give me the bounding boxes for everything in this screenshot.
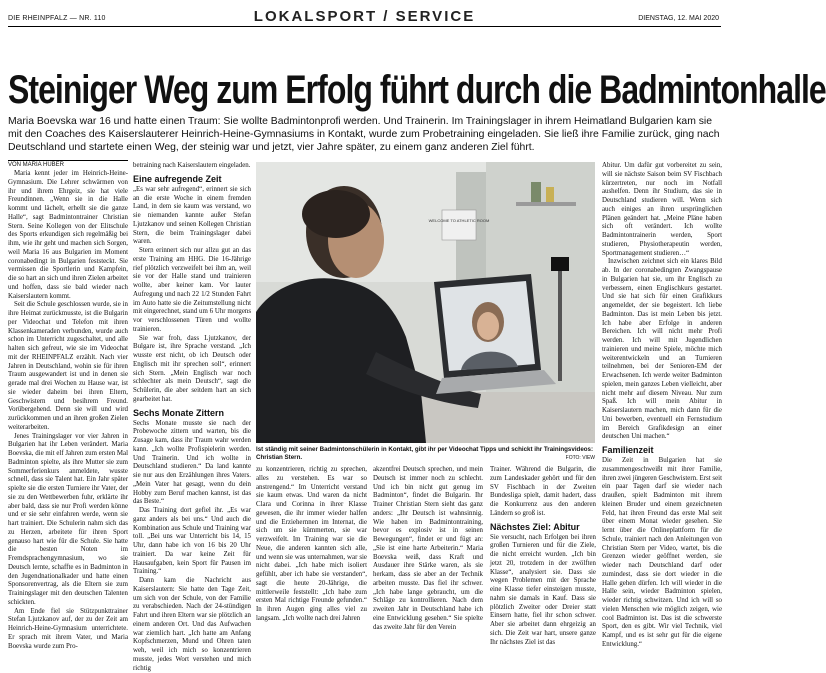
text-column-1	[8, 170, 128, 650]
paragraph: Am Ende fiel sie Stützpunkttrainer Stefan Ljutzkanov auf, der zu der Zeit am Heinrich-Heine-Gymnasium unterrichtete. Er sprach mit ihrem Vater, und Maria Boevska wurde zum Pro-	[8, 607, 128, 650]
paragraph: Das Training dort gefiel ihr. „Es war ganz anders als bei uns.“ Und auch die Kombination aus Schule und Training war toll. „Bei uns war Unterricht bis 14, 15 Uhr, dann habe ich von 16 bis 20 Uhr trainiert. Da war keine Zeit für Hausaufgaben, kein Sport für Pausen im Training.“	[133, 507, 251, 576]
subheading: Familienzeit	[602, 445, 654, 455]
subheading: Eine aufregende Zeit	[133, 173, 222, 184]
lead-paragraph: Maria Boevska war 16 und hatte einen Traum: Sie wollte Badmintonprofi werden. Und Trainerin. Im Trainingslager in ihrem Heimatland Bulgarien kam sie mit den Coaches des Kaiserslauterer Heinrich-Heine-Gymnasiums in Kontakt, wurde zum Probetraining eingeladen. Sie ließ ihre Familie zurück, ging nach Deutschland und startete einen Weg, der steinig war und jetzt, vier Jahre später, zu einem ganz anderen Ziel führt.	[8, 116, 720, 153]
paragraph: zu konzentrieren, richtig zu sprechen, alles zu verstehen. Es war so anstrengend.“ Im Unterricht verstand sie kaum etwas. Und waren da nicht Clara und Corinna in ihrer Klasse gewesen, die ihr immer wieder halfen und die Erziehernnen im Internat, die sich um sie kümmerten, sie war verzweifelt. Im Training war sie die Neue, die anderen kannten sich alle, und wenn sie was unternahmen, war sie nicht dabei. „Ich habe mich isoliert gefühlt, aber ich habe sie verstanden“, sagt die heute 20-Jährige, die mittlerweile feststellt: „Ich habe zum ersten Mal richtige Freunde gefunden.“ In ihren Augen ging alles viel zu langsam. „Ich wollte nach drei Jahren	[256, 466, 367, 622]
photo-credit: FOTO: VIEW	[565, 455, 595, 461]
header-rule	[8, 26, 721, 27]
paragraph: akzentfrei Deutsch sprechen, und mein Deutsch ist immer noch zu schlecht. Und ich bin nicht gut genug im Badminton“, findet die Bulgarin. Ihr Trainer Christian Stern sieht das ganz anders: „Ihr Deutsch ist wahnsinnig. Wie haben im Badmintontraining, bevor es explosiv ist in seinen Bewegungen“, findet er und fügt an: „Sie ist eine harte Arbeiterin.“ Maria Boevska weiß, dass Kraft und Ausdauer ihre Stärke waren, als sie herkam, dass sie aber an der Technik arbeiten musste. Das fiel ihr schwer. „Ich habe lange gebraucht, um die Schläge zu kontrollieren. Nach dem zweiten Jahr in Deutschland habe ich eine Entwicklung gesehen.“ Sie spielte das zweite Jahr für den Verein	[373, 466, 483, 631]
paragraph: Sie versucht, nach Erfolgen bei ihren großen Turnieren und für die Ziele, die nicht erreicht wurden. „Ich bin jetzt 20, trotzdem in der zwölften Klasse“, analysiert sie. Dass sie wegen Problemen mit der Sprache eine Klasse tiefer einsteigen musste, nahm sie damals in Kauf. Dass sie plötzlich Zweiter oder Dreier statt Einsern hatte, fiel ihr schon schwer. Aber sie arbeitet dann ehrgeizig an sich. Die Zeit war hart, unsere ganze Ihr nächstes Ziel ist das	[490, 533, 596, 646]
paragraph: Maria kennt jeder im Heinrich-Heine-Gymnasium. Die Lehrer schwärmen von ihr und ihrem Ehrgeiz, sie hat viele Freundinnen. „Wenn sie in die Halle kommt und lächelt, erhellt sie die ganze Halle“, sagt Badmintontrainer Christian Stern. Seine Kollegen von der Elitschule des Sports erkundigen sich regelmäßig bei ihm, wie ihr geht und machen sich Sorgen, weil Maria 16 aus Bulgarien im Moment coronabedingt in Bulgarien feststeckt. Sie vermissen die Sportlerin und Kampfein, die so hart an sich und ihren Zielen arbeitet und hoffen, dass sie bald wieder nach Kaiserslautern kommt.	[8, 170, 128, 300]
article-photo	[256, 162, 595, 443]
paragraph: Seit die Schule geschlossen wurde, sie in ihre Heimat zurückmusste, ist die Bulgarin per Videochat und Telefon mit ihren Klassenkameraden verbunden, wurde auch schon im Unterricht zugeschaltet, und alle halten sich gefreut, wie sie im Videochat mit der RHEINPFALZ erzählt. Nach vier Jahren in Deutschland, wohin sie für ihren Traum ausgewandert ist und in denen sie gerade mal drei Wochen zu Hause war, ist sie wieder daheim bei ihren Eltern, Geschwistern und besihrem Freund. Vorübergehend. Denn sie will und wird zurückkommen und an ihren großen Zielen weiterarbeiten.	[8, 301, 128, 431]
byline: VON MARIA HUBER	[8, 160, 128, 168]
subheading: Nächstes Ziel: Abitur	[490, 521, 580, 532]
text-column-2	[133, 162, 251, 672]
text-column-bottom-2	[373, 466, 483, 631]
photo-illustration	[256, 162, 595, 443]
page-header	[0, 0, 729, 30]
paragraph: Stern erinnert sich nur allzu gut an das erste Training am HHG. Die 16-Jährige rief plötzlich verzweifelt bei ihm an, weil sie vor der Halle stand und trainieren wollte, aber keiner kam. Vor lauter Aufregung und nach 22 1/2 Stunden Fahrt im Auto hatte sie die Zeitumstellung nicht mit eingerechnet, stand um 6 Uhr morgens vor verschlossenen Türen und wollte trainieren.	[133, 247, 251, 333]
paragraph: Die Zeit in Bulgarien hat sie zusammengeschweißt mit ihrer Familie, ihren zwei jüngeren Geschwistern. Erst seit ein paar Tagen darf sie wieder nach draußen, spielt Badminton mit ihrem kleinen Bruder und einem gezeichneten Feld, hat ihren Freund das erste Mal seit über einem Monat wieder gesehen. Sie lernt über die Onlineplattform für die Schule, trainiert nach den Anleitungen von Christian Stern per Video, wartet, bis die Grenzen wieder geöffnet werden, sie wieder nach Deutschland darf oder zumindest, dass sie dort wieder in die Halle gehen dürfen. Ich will wieder in die Halle sein, wieder Badminton spielen, wieder richtig schwitzen. Und ich will so vielen Menschen wie möglich zeigen, wie cool Badminton ist. Das ist die schwerste Sport, den es gibt. Wir viel Technik, viel Kampf, und es ist sehr gut für die eigene Entwicklung.“	[602, 457, 722, 648]
paragraph: Sechs Monate musste sie nach der Probewoche zittern und warten, bis die Zusage kam, dass ihr Traum wahr werden kann. „Ich wollte Profispielerin werden. Und Trainerin. Und ich wollte in Deutschland studieren.“ Da land kannte sie nur aus den Erzählungen ihres Vaters. „Mein Vater hat gesagt, wenn du dein Hobby zum Beruf machen kannst, ist das das Beste.“	[133, 419, 251, 506]
paragraph: Sie war froh, dass Ljutzkanov, der Bulgare ist, ihre Sprache verstand. „Ich wusste erst nicht, ob ich Deutsch oder Englisch mit ihr sprechen soll“, erinnert sich Stern. „Mein Englisch war noch schlechter als mein Deutsch“, sagt die Schülerin, die aber seitdem hart an sich gearbeitet hat.	[133, 334, 251, 403]
issue-date: DIENSTAG, 12. MAI 2020	[638, 15, 719, 22]
caption-text: Ist ständig mit seiner Badmintonschülerin in Kontakt, gibt ihr per Videochat Tipps und schickt ihr Trainingsvideos: Christian Stern.	[256, 446, 594, 461]
text-column-4	[602, 162, 722, 648]
paragraph: „Es war sehr aufregend“, erinnert sie sich an die erste Woche in einem fremden Land, in dem sie kaum was verstand, wo sie niemanden kannte außer Stefan Ljutzkanov und seinen Kollegen Christian Stern, die beim Trainingslager dabei waren.	[133, 185, 251, 246]
paragraph: Trainer. Während die Bulgarin, die zum Landeskader gehört und für den SV Fischbach in der Zweiten Bundesliga spielt, damit hadert, dass die Konkurrenz aus den anderen Ländern so groß ist.	[490, 466, 596, 517]
photo-caption	[256, 446, 595, 462]
text-column-bottom-1	[256, 466, 367, 622]
text-column-bottom-3	[490, 466, 596, 646]
paragraph: Jenes Trainingslager vor vier Jahren in Bulgarien hat ihr Leben verändert. Maria Boevska, die mit elf Jahren zum ersten Mal Badminton spielte, als ihre Mutter sie zum Sommerferienkurs anmeldete, wusste schnell, dass sie Talent hat. Ein Jahr später spielte sie die ersten Turniere ihr Vater, der sie zu den Wettbewerben fuhr, erklärte ihr aber bald, dass sie nur Profi werden könne und er sie sehr einfahren werde, wenn sie hart trainiert. Die Schulerin nahm sich das zu Herzen, arbeitete für ihren Sport genauso hart wie für die Schule. Sie hatte die besten Noten im Fremdsprachengymnasium, wo sie Deutsch lernte, schaffte es in Badminton in den Jugendnationalkader und hatte einen Sponsorenvertrag, als die Eltern sie zum Trainingslager mit den deutschen Talenten schickten.	[8, 432, 128, 606]
headline: Steiniger Weg zum Erfolg führt durch die Badmintonhalle	[8, 68, 826, 112]
wall-sign-text: WELCOME TO ATHLETIC ROOM	[428, 218, 490, 223]
section-title: LOKALSPORT / SERVICE	[253, 8, 476, 25]
paragraph: Inzwischen zeichnet sich ein klares Bild ab. In der coronabedingten Zwangspause in Bulgarien hat sie, um ihr Englisch zu verbessern, einen Englischkurs gestartet. Und sie hat sich für einen Grafikkurs angemeldet, der sie begeistert. Ich liebe Badminton. Das ist mein Leben bis jetzt. Ich habe aber Erfolge in anderen Bereichen. Ich will nicht mehr Profi werden. Ich will mit Jugendlichen trainieren und meine Spiele, möchte mich weiterentwickeln und an Turnieren teilnehmen, bei der Senioren-EM der Erwachsenen. Ich werde weiter Badminton spielen, mein ganzes Leben vielleicht, aber nicht mehr auf diesem Niveau. Nur zum Spaß. Ich will mein Abitur in Kaiserslautern machen, mich dann für die Uni bewerben, eventuell ein Fernstudium im Bereich Grafikdesign an einer deutschen Uni machen.“	[602, 258, 722, 441]
paragraph: Dann kam die Nachricht aus Kaiserslautern: Sie hatte den Tage Zeit, um sich von der Schule, von der Familie zu verabschieden. Nach der 24-stündigen Fahrt und ihren Eltern war sie plötzlich an einem anderen Ort. Und das Aufwachen war ziemlich hart. „Ich hatte am Anfang Kopfschmerzen, Mund und Ohren taten weh, weil ich mich so konzentrieren musste, jedes Wort verstehen und mich richtig	[133, 577, 251, 672]
paragraph: Abitur. Um dafür gut vorbereitet zu sein, will sie nächste Saison beim SV Fischbach kürzertreten, nur noch im Notfall aushelfen. Denn ihr Studium, das sie in Deutschland studieren will. Wenn sich auch einiges an ihren ursprünglichen Plänen geändert hat. „Meine Pläne haben sich oft verändert. Ich wollte Badmintontrainerin werden, Sport studieren, Physiotherapeutin werden, Sportmanagement studieren…“	[602, 162, 722, 257]
paragraph: betraining nach Kaiserslautern eingeladen.	[133, 162, 251, 169]
subheading: Sechs Monate Zittern	[133, 407, 225, 418]
paper-issue: DIE RHEINPFALZ — NR. 110	[8, 15, 106, 22]
